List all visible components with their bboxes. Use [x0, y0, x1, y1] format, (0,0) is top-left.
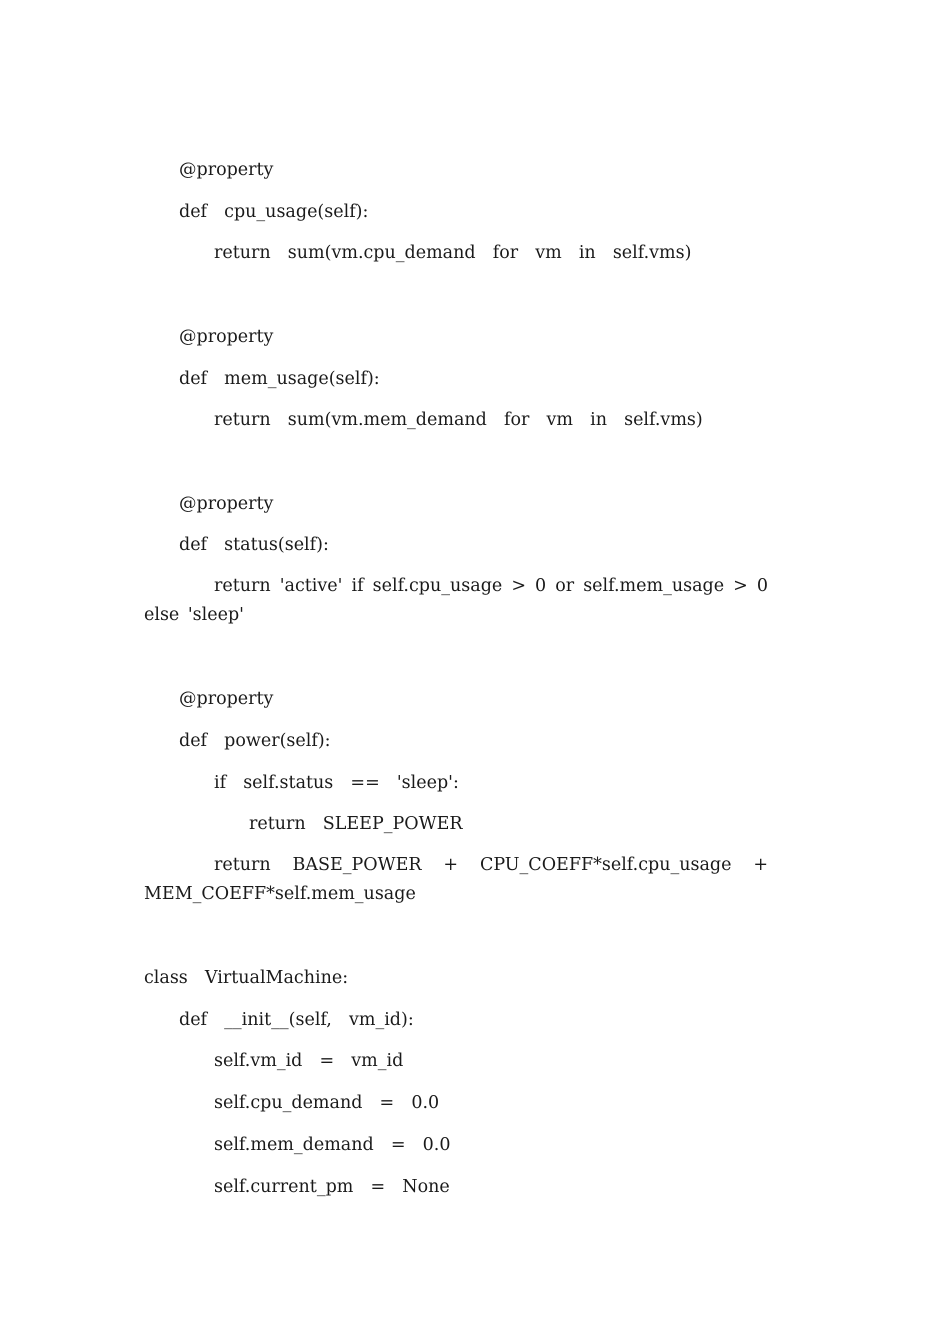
code-line: def power(self): [179, 731, 331, 751]
code-line: class VirtualMachine: [144, 968, 349, 988]
code-line: self.current_pm = None [214, 1177, 450, 1197]
code-line: @property [179, 494, 274, 514]
code-line: return sum(vm.cpu_demand for vm in self.vms) [214, 243, 692, 263]
code-line-wrapped [144, 851, 768, 909]
code-line: self.mem_demand = 0.0 [214, 1135, 451, 1155]
code-line: def mem_usage(self): [179, 369, 380, 389]
code-line: return SLEEP_POWER [249, 814, 463, 834]
code-line: if self.status == 'sleep': [214, 773, 459, 793]
code-line: def status(self): [179, 535, 329, 555]
code-line: @property [179, 689, 274, 709]
code-line-wrapped [144, 572, 768, 630]
code-line: @property [179, 160, 274, 180]
code-line: self.vm_id = vm_id [214, 1051, 404, 1071]
code-line-text: return 'active' if self.cpu_usage > 0 or self.mem_usage > 0 else 'sleep' [144, 576, 768, 625]
code-line: return sum(vm.mem_demand for vm in self.vms) [214, 410, 703, 430]
code-line: def __init__(self, vm_id): [179, 1010, 414, 1030]
code-line: @property [179, 327, 274, 347]
code-line: def cpu_usage(self): [179, 202, 369, 222]
code-line-text: return BASE_POWER + CPU_COEFF*self.cpu_usage + MEM_COEFF*self.mem_usage [144, 855, 768, 904]
code-line: self.cpu_demand = 0.0 [214, 1093, 440, 1113]
